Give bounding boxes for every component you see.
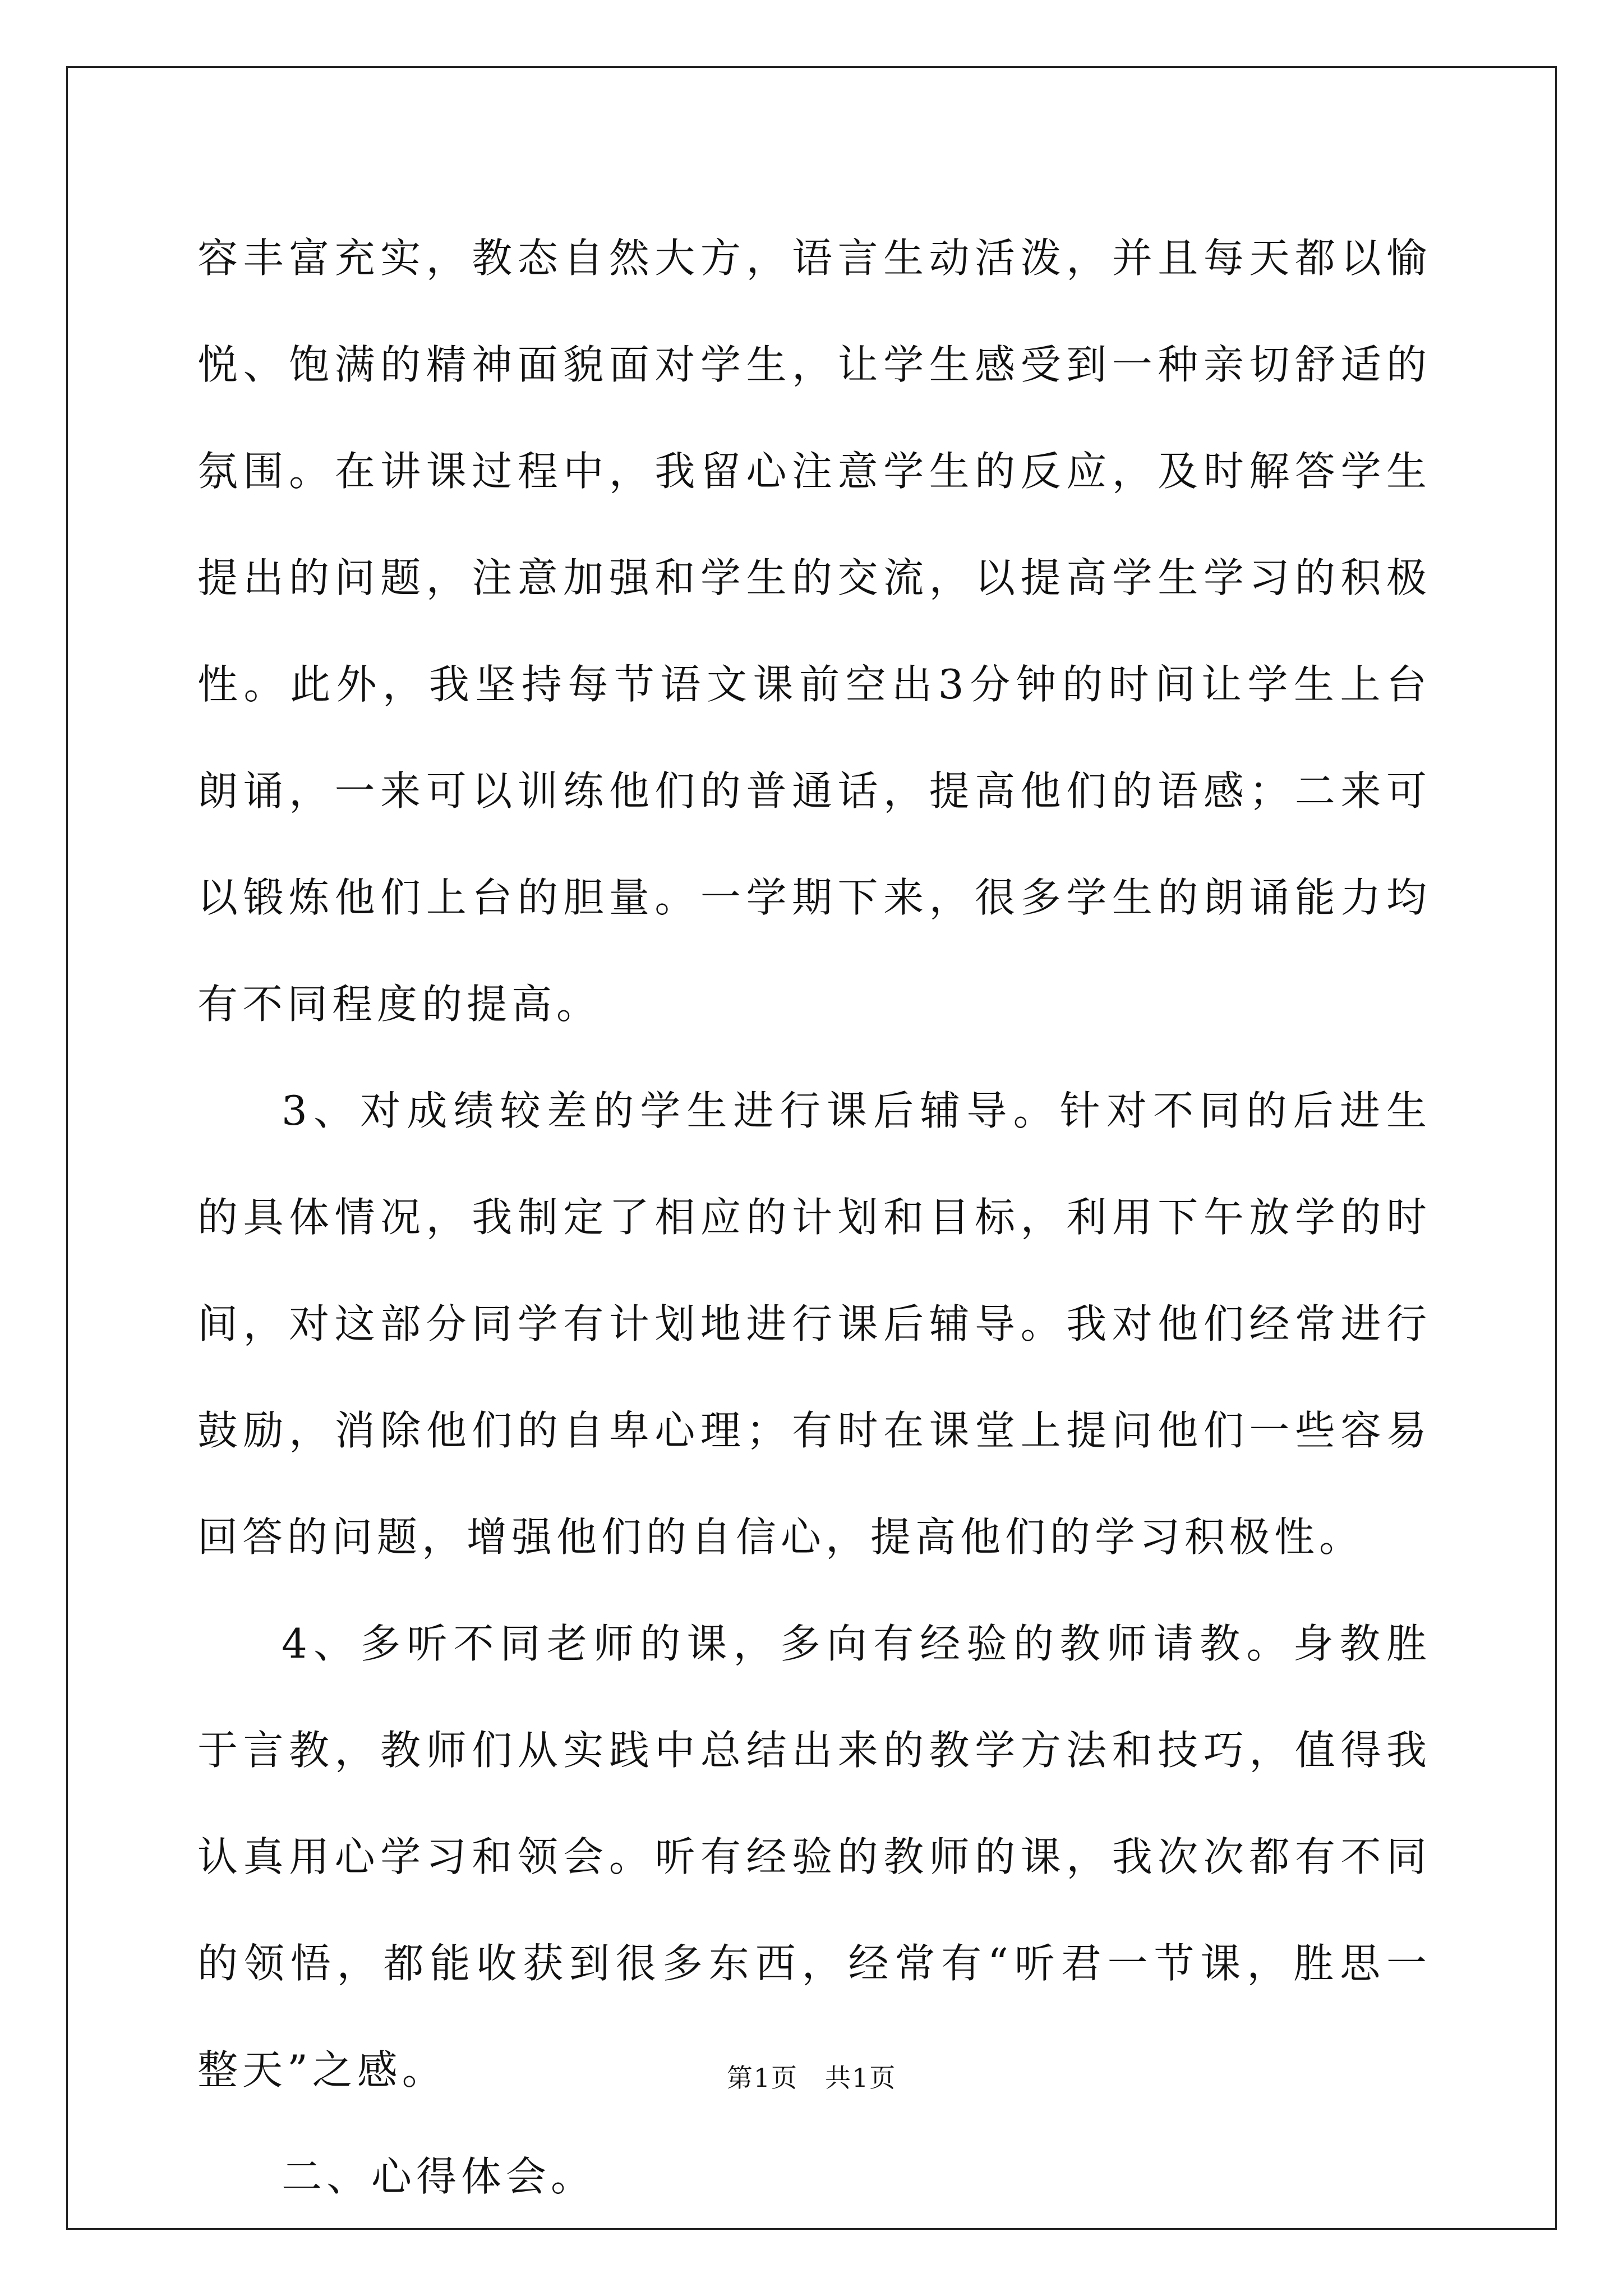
paragraph-2: 3、对成绩较差的学生进行课后辅导。针对不同的后进生的具体情况，我制定了相应的计划和目标，利用下午放学的时间，对这部分同学有计划地进行课后辅导。我对他们经常进行鼓励，消除他们的自卑心理；有时在课堂上提问他们一些容易回答的问题，增强他们的自信心，提高他们的学习积极性。 [197,1087,1431,1561]
page-total: 共1页 [825,2063,897,2093]
paragraph-3: 4、多听不同老师的课，多向有经验的教师请教。身教胜于言教，教师们从实践中总结出来的教学方法和技巧，值得我认真用心学习和领会。听有经验的教师的课，我次次都有不同的领悟，都能收获到很多东西，经常有“听君一节课，胜思一整天”之感。 [197,1620,1431,2093]
page-number: 第1页 [726,2063,798,2093]
page-footer [0,2058,1623,2095]
paragraph-1: 容丰富充实，教态自然大方，语言生动活泼，并且每天都以愉悦、饱满的精神面貌面对学生，让学生感受到一种亲切舒适的氛围。在讲课过程中，我留心注意学生的反应，及时解答学生提出的问题，注意加强和学生的交流，以提高学生学习的积极性。此外，我坚持每节语文课前空出3分钟的时间让学生上台朗诵，一来可以训练他们的普通话，提高他们的语感；二来可以锻炼他们上台的胆量。一学期下来，很多学生的朗诵能力均有不同程度的提高。 [197,234,1431,1028]
document-body [197,205,1431,2230]
section-heading-2: 二、心得体会。 [282,2153,596,2200]
